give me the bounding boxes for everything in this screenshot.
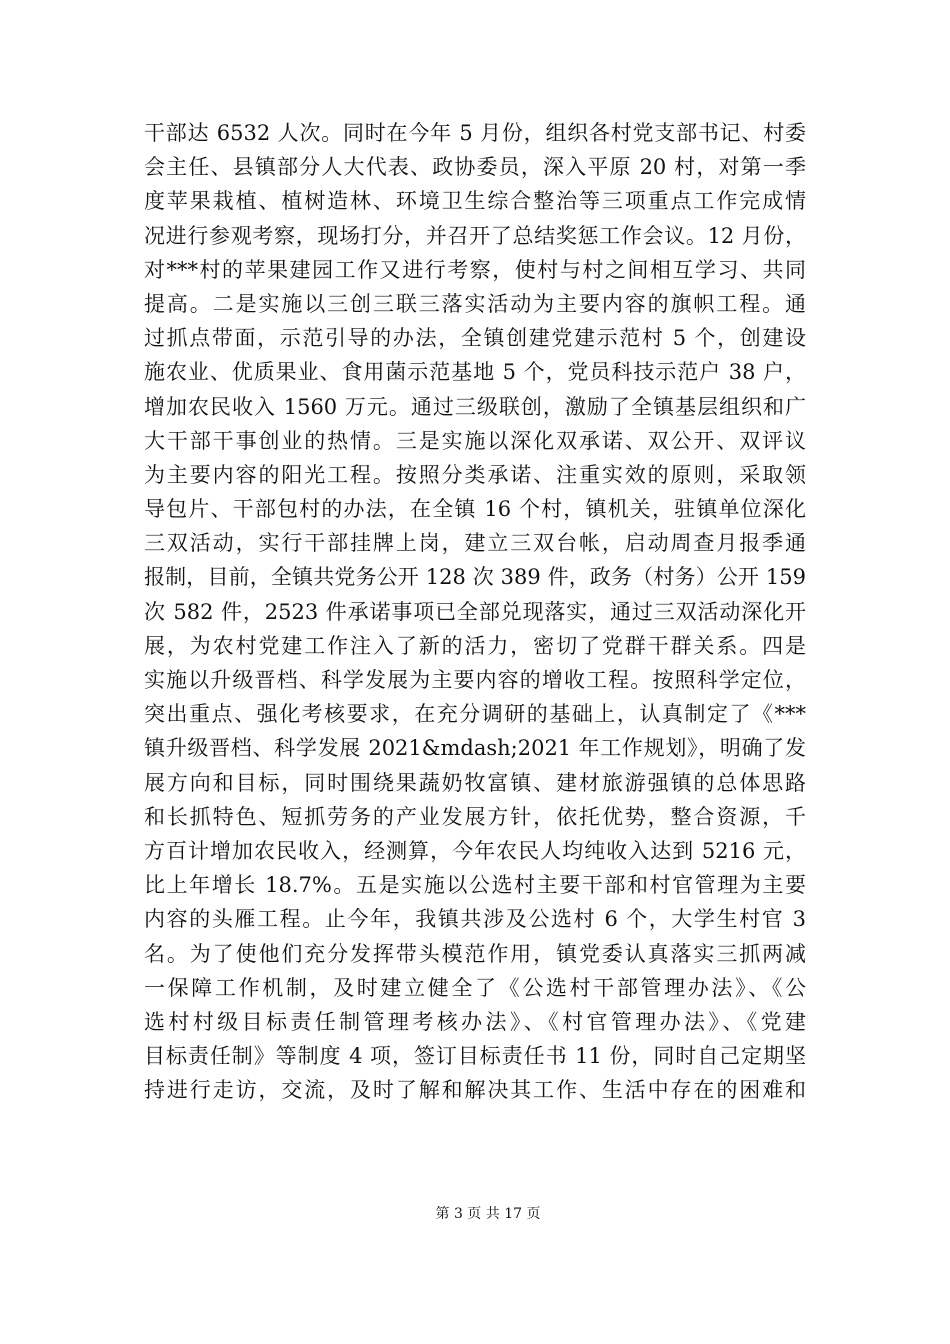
text-line: 过抓点带面，示范引导的办法，全镇创建党建示范村 5 个，创建设 (144, 326, 806, 351)
text-line: 内容的头雁工程。止今年，我镇共涉及公选村 6 个，大学生村官 3 (144, 907, 806, 932)
text-line: 名。为了使他们充分发挥带头模范作用，镇党委认真落实三抓两减 (144, 941, 806, 966)
text-line: 比上年增长 18.7%。五是实施以公选村主要干部和村官管理为主要 (144, 873, 806, 898)
text-line: 施农业、优质果业、食用菌示范基地 5 个，党员科技示范户 38 户， (144, 360, 806, 385)
text-line: 一保障工作机制，及时建立健全了《公选村干部管理办法》、《公 (144, 975, 806, 1000)
text-line: 干部达 6532 人次。同时在今年 5 月份，组织各村党支部书记、村委 (144, 121, 806, 145)
text-line: 展方向和目标，同时围绕果蔬奶牧富镇、建材旅游强镇的总体思路 (144, 770, 806, 795)
text-line: 报制，目前，全镇共党务公开 128 次 389 件，政务（村务）公开 159 (144, 565, 806, 590)
text-line: 突出重点、强化考核要求，在充分调研的基础上，认真制定了《*** (144, 702, 806, 727)
text-line: 导包片、干部包村的办法，在全镇 16 个村，镇机关，驻镇单位深化 (144, 497, 806, 522)
text-line: 增加农民收入 1560 万元。通过三级联创，激励了全镇基层组织和广 (144, 394, 806, 419)
text-line: 况进行参观考察，现场打分，并召开了总结奖惩工作会议。12 月份， (144, 223, 806, 248)
text-line: 实施以升级晋档、科学发展为主要内容的增收工程。按照科学定位， (144, 668, 806, 692)
page-number: 第 3 页 共 17 页 (435, 1206, 541, 1222)
text-line: 展，为农村党建工作注入了新的活力，密切了党群干群关系。四是 (144, 633, 806, 658)
text-line: 和长抓特色、短抓劳务的产业发展方针，依托优势，整合资源，千 (144, 804, 806, 829)
text-line: 选村村级目标责任制管理考核办法》、《村官管理办法》、《党建 (144, 1009, 806, 1034)
text-line: 为主要内容的阳光工程。按照分类承诺、注重实效的原则，采取领 (144, 462, 806, 487)
body-text (144, 116, 806, 1107)
text-line: 三双活动，实行干部挂牌上岗，建立三双台帐，启动周查月报季通 (144, 531, 806, 556)
text-line: 镇升级晋档、科学发展 2021&mdash;2021 年工作规划》，明确了发 (144, 736, 806, 761)
text-line: 次 582 件，2523 件承诺事项已全部兑现落实，通过三双活动深化开 (144, 599, 806, 624)
text-line: 方百计增加农民收入，经测算，今年农民人均纯收入达到 5216 元， (144, 838, 806, 863)
text-line: 持进行走访，交流，及时了解和解决其工作、生活中存在的困难和 (144, 1078, 806, 1103)
text-line: 目标责任制》等制度 4 项，签订目标责任书 11 份，同时自己定期坚 (144, 1044, 806, 1069)
text-line: 提高。二是实施以三创三联三落实活动为主要内容的旗帜工程。通 (144, 291, 806, 316)
text-line: 度苹果栽植、植树造林、环境卫生综合整治等三项重点工作完成情 (144, 189, 806, 214)
text-line: 会主任、县镇部分人大代表、政协委员，深入平原 20 村，对第一季 (144, 155, 806, 180)
text-line: 大干部干事创业的热情。三是实施以深化双承诺、双公开、双评议 (144, 428, 806, 453)
text-line: 对***村的苹果建园工作又进行考察，使村与村之间相互学习、共同 (144, 257, 806, 282)
